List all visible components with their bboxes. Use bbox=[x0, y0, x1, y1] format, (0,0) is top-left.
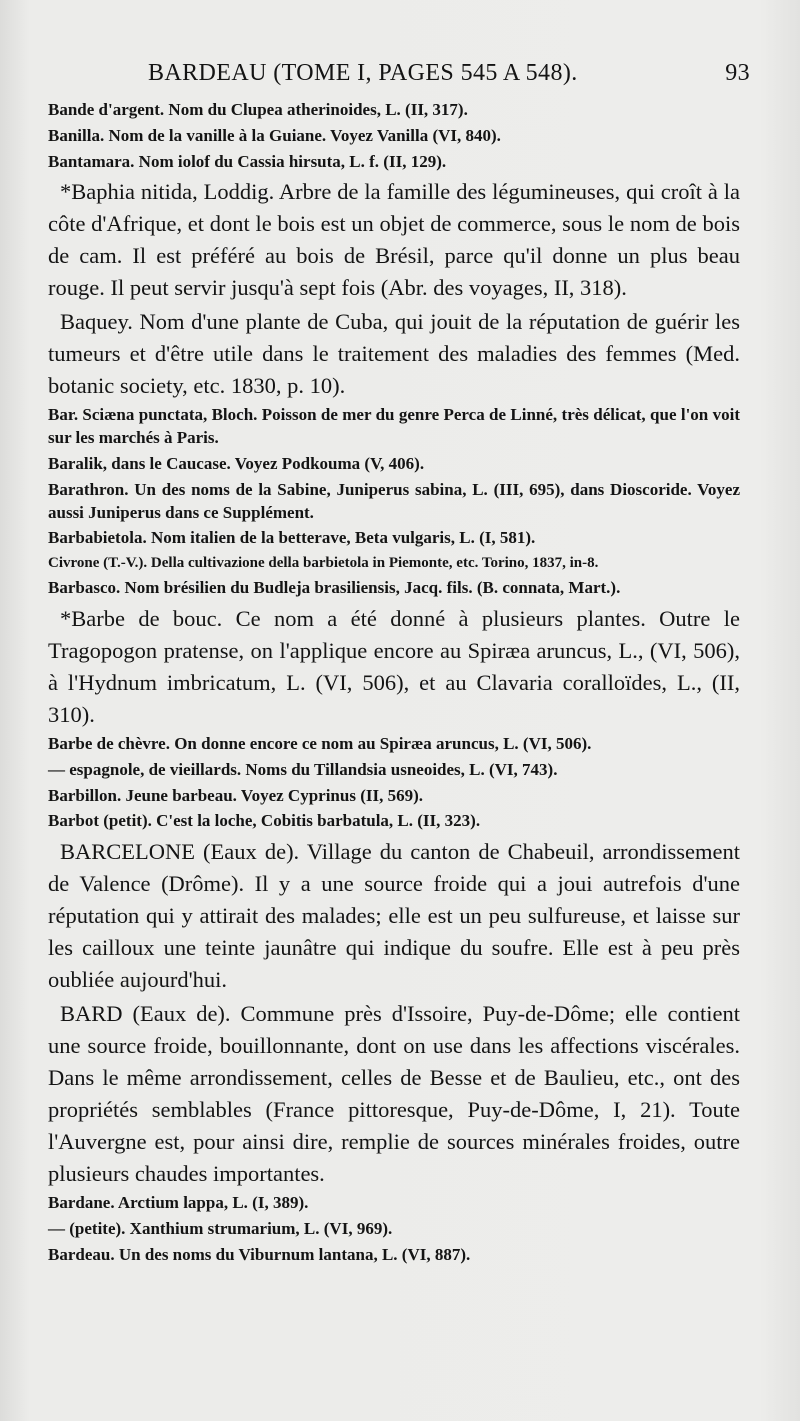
entry-bantamara: Bantamara. Nom iolof du Cassia hirsuta, L. f. (II, 129). bbox=[48, 151, 447, 171]
page-number: 93 bbox=[725, 60, 750, 86]
entry-barcelone: BARCELONE (Eaux de). Village du canton de Chabeuil, arrondissement de Valence (Drôme). Il y a une source froide qui a joui autrefois d'une réputation qui y attirait des malades; elle est un peu sulfureuse, et laisse sur les cailloux une teinte jaunâtre qui indique du soufre. Elle est à peu près oubliée aujourd'hui. bbox=[48, 839, 740, 993]
entry-bardane-petite: — (petite). Xanthium strumarium, L. (VI, 969). bbox=[48, 1218, 393, 1238]
entry-barbasco: Barbasco. Nom brésilien du Budleja brasiliensis, Jacq. fils. (B. connata, Mart.). bbox=[48, 578, 621, 598]
entry-barbot: Barbot (petit). C'est la loche, Cobitis barbatula, L. (II, 323). bbox=[48, 811, 481, 831]
entry-barbe-de-bouc: *Barbe de bouc. Ce nom a été donné à plusieurs plantes. Outre le Tragopogon pratense, on l'applique encore au Spiræa aruncus, L., (VI, 506), à l'Hydnum imbricatum, L. (VI, 506), et au Clavaria coralloïdes, L., (II, 310). bbox=[48, 605, 740, 727]
entry-bard: BARD (Eaux de). Commune près d'Issoire, Puy-de-Dôme; elle contient une source froide, bouillonnante, dont on use dans les affections viscérales. Dans le même arrondissement, celles de Besse et de Baulieu, etc., ont des propriétés semblables (France pittoresque, Puy-de-Dôme, I, 21). Toute l'Auvergne est, pour ainsi dire, remplie de sources minérales froides, outre plusieurs chaudes importantes. bbox=[48, 1001, 740, 1187]
entry-bardeau: Bardeau. Un des noms du Viburnum lantana, L. (VI, 887). bbox=[48, 1244, 471, 1264]
entry-baralik: Baralik, dans le Caucase. Voyez Podkouma (V, 406). bbox=[48, 453, 425, 473]
entry-bar: Bar. Sciæna punctata, Bloch. Poisson de mer du genre Perca de Linné, très délicat, que l'on voit sur les marchés à Paris. bbox=[48, 405, 740, 448]
entry-bardane: Bardane. Arctium lappa, L. (I, 389). bbox=[48, 1193, 309, 1213]
entries-column bbox=[48, 99, 740, 1270]
entry-barbe-de-chevre: Barbe de chèvre. On donne encore ce nom au Spiræa aruncus, L. (VI, 506). bbox=[48, 733, 592, 753]
entry-barbabietola: Barbabietola. Nom italien de la betterave, Beta vulgaris, L. (I, 581). bbox=[48, 528, 536, 548]
entry-barathron: Barathron. Un des noms de la Sabine, Juniperus sabina, L. (III, 695), dans Dioscoride. Voyez aussi Juniperus dans ce Supplément. bbox=[48, 479, 740, 522]
entry-civrone-reference: Civrone (T.-V.). Della cultivazione della barbietola in Piemonte, etc. Torino, 1837, in-8. bbox=[48, 555, 599, 572]
entry-barbillon: Barbillon. Jeune barbeau. Voyez Cyprinus (II, 569). bbox=[48, 785, 423, 805]
entry-bande-dargent: Bande d'argent. Nom du Clupea atherinoides, L. (II, 317). bbox=[48, 100, 468, 119]
header-title: BARDEAU (TOME I, PAGES 545 A 548). bbox=[148, 60, 578, 86]
entry-barbe-espagnole: — espagnole, de vieillards. Noms du Tillandsia usneoides, L. (VI, 743). bbox=[48, 759, 558, 779]
running-header bbox=[48, 60, 760, 94]
entry-baquey: Baquey. Nom d'une plante de Cuba, qui jouit de la réputation de guérir les tumeurs et d'être utile dans le traitement des maladies des femmes (Med. botanic society, etc. 1830, p. 10). bbox=[48, 309, 740, 399]
entry-banilla: Banilla. Nom de la vanille à la Guiane. Voyez Vanilla (VI, 840). bbox=[48, 125, 501, 145]
entry-baphia-nitida: *Baphia nitida, Loddig. Arbre de la famille des légumineuses, qui croît à la côte d'Afrique, et dont le bois est un objet de commerce, sous le nom de bois de cam. Il est préféré au bois de Brésil, parce qu'il donne un plus beau rouge. Il peut servir jusqu'à sept fois (Abr. des voyages, II, 318). bbox=[48, 179, 740, 301]
